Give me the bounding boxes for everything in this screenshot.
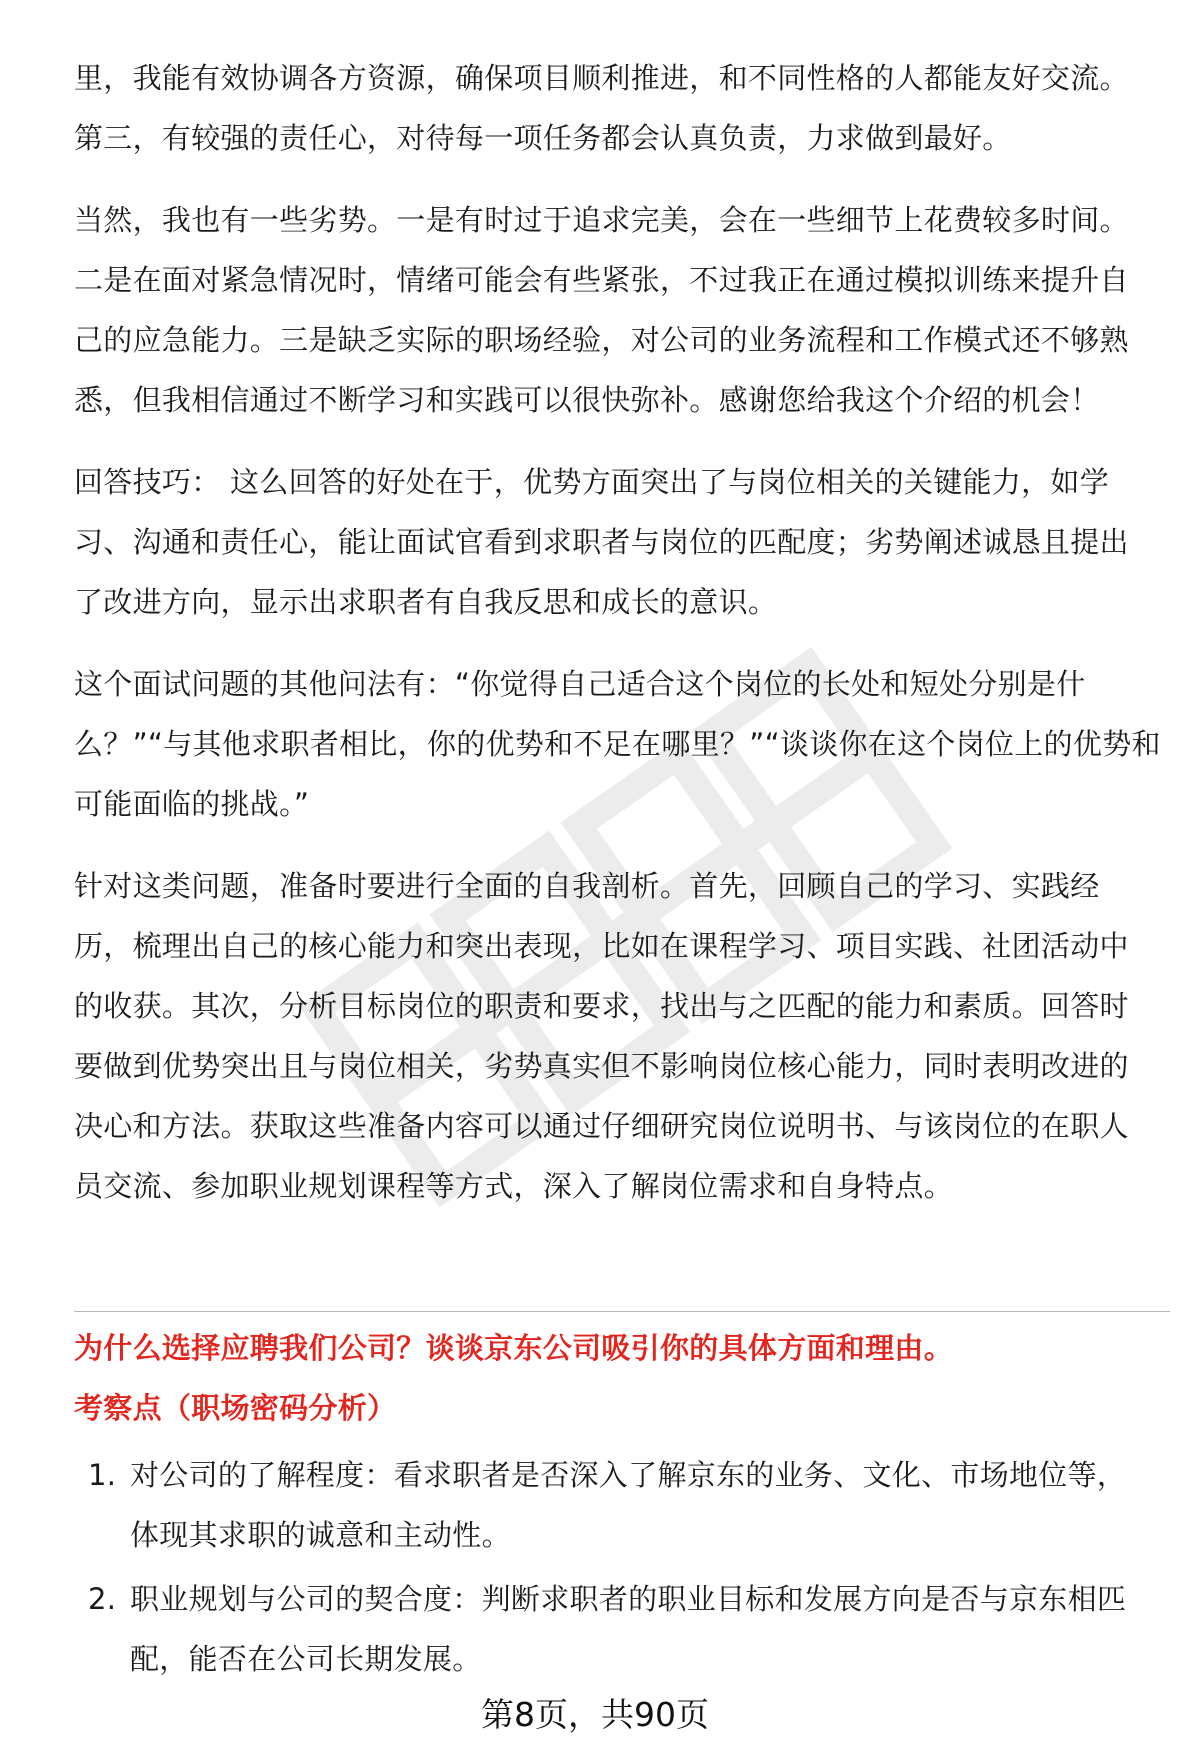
list-item [88,1569,1168,1689]
paragraph-preparation [74,856,1164,1216]
text-line: 对公司的了解程度：看求职者是否深入了解京东的业务、文化、市场地位等， [130,1458,1127,1492]
text-line: 体现其求职的诚意和主动性。 [130,1518,511,1552]
question-title: 为什么选择应聘我们公司？谈谈京东公司吸引你的具体方面和理由。 [74,1331,954,1365]
text-line: 回答技巧： 这么回答的好处在于，优势方面突出了与岗位相关的关键能力，如学 [74,465,1110,499]
text-line: 第三，有较强的责任心，对待每一项任务都会认真负责，力求做到最好。 [74,121,1012,155]
text-line: 己的应急能力。三是缺乏实际的职场经验，对公司的业务流程和工作模式还不够熟 [74,323,1129,357]
text-line: 职业规划与公司的契合度：判断求职者的职业目标和发展方向是否与京东相匹 [130,1582,1127,1616]
list-number: 1. [88,1458,117,1492]
paragraph-strengths-end [74,48,1164,168]
page-number: 第8页，共90页 [481,1695,709,1734]
text-line: 配，能否在公司长期发展。 [130,1642,482,1676]
text-line: 了改进方向，显示出求职者有自我反思和成长的意识。 [74,585,778,619]
text-line: 这个面试问题的其他问法有：“你觉得自己适合这个岗位的长处和短处分别是什 [74,667,1086,701]
assessment-points-list [88,1445,1168,1693]
text-line: 历，梳理出自己的核心能力和突出表现，比如在课程学习、项目实践、社团活动中 [74,929,1129,963]
list-number: 2. [88,1582,117,1616]
text-line: 么？”“与其他求职者相比，你的优势和不足在哪里？”“谈谈你在这个岗位上的优势和 [74,727,1161,761]
text-line: 当然，我也有一些劣势。一是有时过于追求完美，会在一些细节上花费较多时间。 [74,203,1129,237]
text-line: 悉，但我相信通过不断学习和实践可以很快弥补。感谢您给我这个介绍的机会！ [74,383,1100,417]
assessment-points-heading: 考察点（职场密码分析） [74,1391,397,1425]
body-content [74,48,1164,1238]
section-divider [74,1311,1170,1312]
text-line: 针对这类问题，准备时要进行全面的自我剖析。首先，回顾自己的学习、实践经 [74,869,1100,903]
text-line: 习、沟通和责任心，能让面试官看到求职者与岗位的匹配度；劣势阐述诚恳且提出 [74,525,1129,559]
text-line: 的收获。其次，分析目标岗位的职责和要求，找出与之匹配的能力和素质。回答时 [74,989,1129,1023]
text-line: 员交流、参加职业规划课程等方式，深入了解岗位需求和自身特点。 [74,1169,954,1203]
paragraph-weaknesses [74,190,1164,430]
paragraph-answer-tips [74,452,1164,632]
text-line: 要做到优势突出且与岗位相关，劣势真实但不影响岗位核心能力，同时表明改进的 [74,1049,1129,1083]
text-line: 里，我能有效协调各方资源，确保项目顺利推进，和不同性格的人都能友好交流。 [74,61,1129,95]
list-item [88,1445,1168,1565]
text-line: 二是在面对紧急情况时，情绪可能会有些紧张，不过我正在通过模拟训练来提升自 [74,263,1129,297]
text-line: 可能面临的挑战。” [74,787,310,821]
paragraph-alternate-questions [74,654,1164,834]
text-line: 决心和方法。获取这些准备内容可以通过仔细研究岗位说明书、与该岗位的在职人 [74,1109,1129,1143]
